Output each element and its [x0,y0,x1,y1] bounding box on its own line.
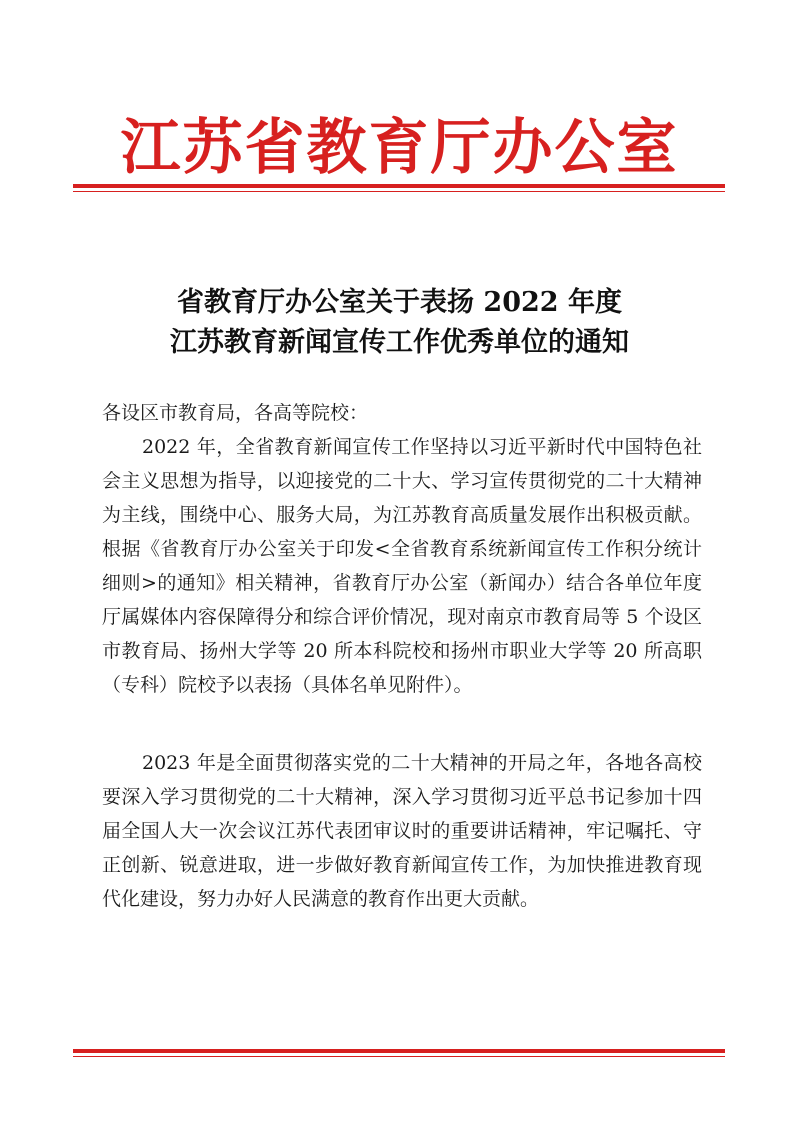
document-title-line1: 省教育厅办公室关于表扬 2022 年度 [177,287,622,318]
header-rule-thin [73,191,725,192]
document-title-line2: 江苏教育新闻宣传工作优秀单位的通知 [170,327,629,358]
header-rule-thick [73,184,725,188]
footer-rule-thick [73,1049,725,1053]
body-paragraph-1: 2022 年，全省教育新闻宣传工作坚持以习近平新时代中国特色社会主义思想为指导，以迎接党的二十大、学习宣传贯彻党的二十大精神为主线，围绕中心、服务大局，为江苏教育高质量发展作出积极贡献。根据《省教育厅办公室关于印发<全省教育系统新闻宣传工作积分统计细则>的通知》相关精神，省教育厅办公室（新闻办）结合各单位年度厅属媒体内容保障得分和综合评价情况，现对南京市教育局等 5 个设区市教育局、扬州大学等 20 所本科院校和扬州市职业大学等 20 所高职（专科）院校予以表扬（具体名单见附件）。 [102,436,702,696]
body-paragraph-2: 2023 年是全面贯彻落实党的二十大精神的开局之年，各地各高校要深入学习贯彻党的二十大精神，深入学习贯彻习近平总书记参加十四届全国人大一次会议江苏代表团审议时的重要讲话精神，牢记嘱托、守正创新、锐意进取，进一步做好教育新闻宣传工作，为加快推进教育现代化建设，努力办好人民满意的教育作出更大贡献。 [102,752,702,910]
salutation: 各设区市教育局，各高等院校： [102,402,369,424]
footer-rule-thin [73,1056,725,1057]
org-header-title: 江苏省教育厅办公室 [120,113,679,183]
